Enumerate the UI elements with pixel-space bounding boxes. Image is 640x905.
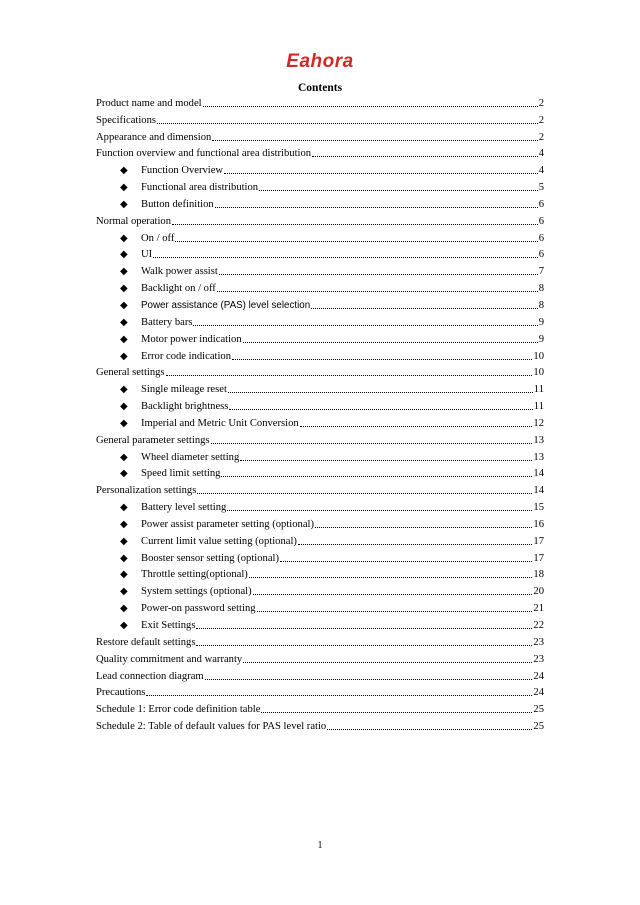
dot-leader [196, 627, 532, 629]
toc-entry-label: Button definition [141, 198, 214, 210]
toc-entry-label: Battery bars [141, 316, 193, 328]
dot-leader [205, 678, 533, 680]
dot-leader [193, 324, 537, 326]
dot-leader [243, 341, 538, 343]
toc-entry[interactable] [96, 110, 544, 127]
toc-entry-label: Imperial and Metric Unit Conversion [141, 417, 299, 429]
dot-leader [224, 172, 538, 174]
toc-entry-label: UI [141, 249, 153, 261]
dot-leader [298, 543, 532, 545]
toc-entry[interactable] [96, 581, 544, 598]
toc-entry[interactable] [96, 312, 544, 329]
dot-leader [215, 206, 538, 208]
toc-entry-page: 10 [533, 350, 544, 362]
toc-entry-page: 25 [533, 721, 544, 733]
diamond-bullet-icon: ◆ [120, 502, 128, 514]
toc-entry[interactable] [96, 379, 544, 396]
toc-entry-page: 20 [533, 586, 544, 598]
toc-entry-page: 9 [538, 316, 544, 328]
diamond-bullet-icon: ◆ [120, 468, 128, 480]
toc-entry[interactable] [96, 565, 544, 582]
toc-entry-page: 17 [533, 535, 544, 547]
toc-entry[interactable] [96, 699, 544, 716]
toc-entry-page: 24 [533, 670, 544, 682]
toc-entry-label: Backlight on / off [141, 283, 216, 295]
toc-entry[interactable] [96, 413, 544, 430]
diamond-bullet-icon: ◆ [120, 299, 128, 311]
toc-entry-label: Function overview and functional area distribution [96, 148, 312, 160]
diamond-bullet-icon: ◆ [120, 401, 128, 413]
diamond-bullet-icon: ◆ [120, 417, 128, 429]
toc-entry-page: 2 [538, 131, 544, 143]
toc-entry[interactable] [96, 548, 544, 565]
diamond-bullet-icon: ◆ [120, 552, 128, 564]
toc-entry-page: 23 [533, 636, 544, 648]
toc-entry-label: Normal operation [96, 215, 172, 227]
dot-leader [221, 475, 532, 477]
toc-entry[interactable] [96, 649, 544, 666]
page-number: 1 [317, 840, 323, 851]
brand-logo [0, 51, 640, 73]
toc-entry-label: Current limit value setting (optional) [141, 535, 297, 547]
dot-leader [203, 105, 538, 107]
toc-entry-page: 6 [538, 249, 544, 261]
toc-entry[interactable] [96, 514, 544, 531]
toc-entry-label: Speed limit setting [141, 468, 221, 480]
dot-leader [217, 290, 538, 292]
diamond-bullet-icon: ◆ [120, 333, 128, 345]
diamond-bullet-icon: ◆ [120, 620, 128, 631]
toc-entry-page: 21 [533, 603, 544, 615]
toc-entry-page: 6 [538, 215, 544, 227]
toc-entry-page: 5 [538, 182, 544, 194]
toc-entry-label: Power-on password setting [141, 603, 256, 615]
toc-entry-page: 7 [538, 266, 544, 278]
page-title: Contents [297, 82, 343, 94]
toc-entry[interactable] [96, 615, 544, 632]
toc-entry-page: 22 [533, 620, 544, 631]
toc-entry-label: Walk power assist [141, 266, 218, 278]
toc-entry-label: Single mileage reset [141, 384, 227, 396]
diamond-bullet-icon: ◆ [120, 182, 128, 194]
dot-leader [175, 240, 537, 242]
dot-leader [146, 694, 532, 696]
dot-leader [227, 509, 532, 511]
toc-entry[interactable] [96, 245, 544, 262]
toc-entry[interactable] [96, 497, 544, 514]
toc-entry[interactable] [96, 261, 544, 278]
dot-leader [228, 391, 533, 393]
table-of-contents [96, 93, 544, 733]
toc-entry-page: 23 [533, 653, 544, 665]
dot-leader [327, 728, 532, 730]
toc-entry[interactable] [96, 480, 544, 497]
toc-entry-page: 4 [538, 148, 544, 160]
toc-entry-label: Functional area distribution [141, 182, 259, 194]
dot-leader [300, 425, 533, 427]
dot-leader [157, 122, 538, 124]
toc-entry-page: 2 [538, 97, 544, 109]
toc-entry[interactable] [96, 93, 544, 110]
toc-entry[interactable] [96, 144, 544, 161]
toc-entry-page: 13 [533, 451, 544, 463]
dot-leader [211, 442, 533, 444]
toc-entry-page: 12 [533, 417, 544, 429]
diamond-bullet-icon: ◆ [120, 451, 128, 463]
toc-entry[interactable] [96, 160, 544, 177]
toc-entry-page: 8 [538, 299, 544, 311]
toc-entry-label: Booster sensor setting (optional) [141, 552, 279, 564]
diamond-bullet-icon: ◆ [120, 283, 128, 295]
toc-entry[interactable] [96, 716, 544, 733]
toc-entry-label: Power assistance (PAS) level selection [141, 299, 311, 311]
toc-entry-page: 16 [533, 518, 544, 530]
toc-entry-page: 11 [533, 384, 544, 396]
toc-entry-label: Lead connection diagram [96, 670, 204, 682]
dot-leader [312, 155, 538, 157]
toc-entry-page: 10 [533, 367, 544, 379]
dot-leader [259, 189, 538, 191]
toc-entry[interactable] [96, 430, 544, 447]
dot-leader [253, 593, 533, 595]
toc-entry-label: Backlight brightness [141, 401, 229, 413]
toc-entry-label: Restore default settings [96, 636, 196, 648]
dot-leader [243, 661, 532, 663]
dot-leader [219, 273, 538, 275]
toc-entry[interactable] [96, 127, 544, 144]
diamond-bullet-icon: ◆ [120, 518, 128, 530]
dot-leader [280, 560, 532, 562]
toc-entry[interactable] [96, 598, 544, 615]
toc-entry-label: Product name and model [96, 97, 202, 109]
toc-entry-label: Error code indication [141, 350, 232, 362]
toc-entry-label: Schedule 2: Table of default values for PAS level ratio [96, 721, 327, 733]
toc-entry[interactable] [96, 329, 544, 346]
toc-entry-page: 6 [538, 198, 544, 210]
toc-entry-page: 11 [533, 401, 544, 413]
dot-leader [315, 526, 532, 528]
dot-leader [240, 459, 532, 461]
diamond-bullet-icon: ◆ [120, 249, 128, 261]
toc-entry[interactable] [96, 194, 544, 211]
toc-entry-label: Battery level setting [141, 502, 227, 514]
diamond-bullet-icon: ◆ [120, 569, 128, 581]
toc-entry-label: Appearance and dimension [96, 131, 212, 143]
diamond-bullet-icon: ◆ [120, 603, 128, 615]
diamond-bullet-icon: ◆ [120, 384, 128, 396]
toc-entry-page: 25 [533, 704, 544, 716]
diamond-bullet-icon: ◆ [120, 535, 128, 547]
toc-entry-label: Wheel diameter setting [141, 451, 240, 463]
toc-entry[interactable] [96, 666, 544, 683]
toc-entry[interactable] [96, 363, 544, 380]
diamond-bullet-icon: ◆ [120, 232, 128, 244]
toc-entry[interactable] [96, 278, 544, 295]
toc-entry-label: System settings (optional) [141, 586, 252, 598]
dot-leader [257, 610, 533, 612]
diamond-bullet-icon: ◆ [120, 198, 128, 210]
dot-leader [232, 358, 532, 360]
toc-entry[interactable] [96, 228, 544, 245]
toc-entry-page: 13 [533, 434, 544, 446]
dot-leader [311, 307, 538, 309]
toc-entry-page: 17 [533, 552, 544, 564]
toc-entry[interactable] [96, 346, 544, 363]
toc-entry[interactable] [96, 464, 544, 481]
toc-entry-page: 14 [533, 485, 544, 497]
diamond-bullet-icon: ◆ [120, 266, 128, 278]
toc-entry[interactable] [96, 211, 544, 228]
toc-entry-label: Schedule 1: Error code definition table [96, 704, 261, 716]
dot-leader [196, 644, 532, 646]
toc-entry-label: Personalization settings [96, 485, 197, 497]
toc-entry-page: 2 [538, 114, 544, 126]
dot-leader [249, 576, 533, 578]
toc-entry-page: 14 [533, 468, 544, 480]
dot-leader [261, 711, 532, 713]
dot-leader [197, 492, 532, 494]
toc-entry-page: 9 [538, 333, 544, 345]
brand-logo-text: Eahora [286, 51, 354, 72]
toc-entry-label: On / off [141, 232, 175, 244]
toc-entry-label: General parameter settings [96, 434, 210, 446]
toc-entry-label: Specifications [96, 114, 157, 126]
toc-entry-page: 4 [538, 165, 544, 177]
dot-leader [229, 408, 532, 410]
toc-entry-page: 15 [533, 502, 544, 514]
toc-entry-label: Throttle setting(optional) [141, 569, 248, 581]
toc-entry-label: General settings [96, 367, 165, 379]
toc-entry-label: Function Overview [141, 165, 224, 177]
toc-entry-page: 24 [533, 687, 544, 699]
toc-entry-page: 6 [538, 232, 544, 244]
diamond-bullet-icon: ◆ [120, 165, 128, 177]
dot-leader [153, 256, 538, 258]
toc-entry-label: Quality commitment and warranty [96, 653, 243, 665]
toc-entry[interactable] [96, 632, 544, 649]
diamond-bullet-icon: ◆ [120, 586, 128, 598]
toc-entry-label: Power assist parameter setting (optional) [141, 518, 314, 530]
dot-leader [172, 223, 538, 225]
toc-entry-label: Motor power indication [141, 333, 242, 345]
diamond-bullet-icon: ◆ [120, 316, 128, 328]
dot-leader [166, 374, 533, 376]
toc-entry[interactable] [96, 683, 544, 700]
toc-entry-page: 18 [533, 569, 544, 581]
toc-entry-page: 8 [538, 283, 544, 295]
toc-entry[interactable] [96, 447, 544, 464]
dot-leader [212, 139, 537, 141]
toc-entry-label: Precautions [96, 687, 146, 699]
toc-entry-label: Exit Settings [141, 620, 196, 631]
toc-entry[interactable] [96, 295, 544, 312]
toc-entry[interactable] [96, 177, 544, 194]
toc-entry[interactable] [96, 396, 544, 413]
diamond-bullet-icon: ◆ [120, 350, 128, 362]
toc-entry[interactable] [96, 531, 544, 548]
